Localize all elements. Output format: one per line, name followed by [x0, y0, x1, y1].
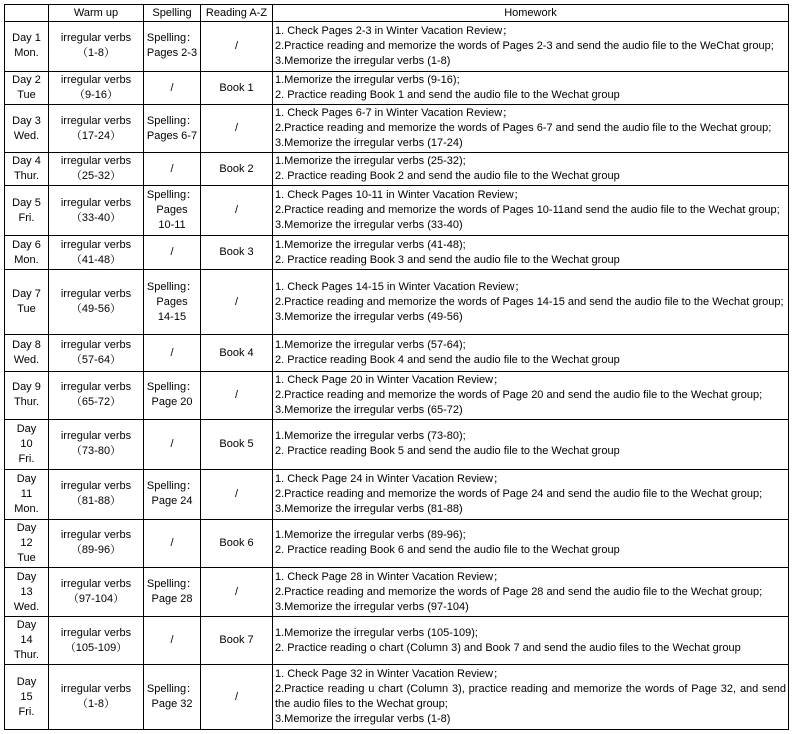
warm-up-cell-line: irregular verbs [60, 430, 132, 443]
day-cell-line: Day 8 [12, 339, 41, 352]
warm-up-cell [49, 519, 144, 567]
homework-item: 2.Practice reading and memorize the words of Page 24 and send the audio file to the Wechat group; [275, 487, 763, 500]
table-row [5, 519, 789, 567]
homework-item: 1. Check Pages 2-3 in Winter Vacation Review； [275, 24, 514, 37]
spelling-cell [144, 519, 201, 567]
spelling-cell-line: Page 20 [151, 396, 193, 409]
spelling-cell-line: / [170, 536, 174, 549]
reading-cell: / [201, 567, 273, 617]
reading-cell: Book 5 [201, 419, 273, 469]
warm-up-cell-line: （41-48） [70, 253, 122, 266]
homework-item: 3.Memorize the irregular verbs (1-8) [275, 713, 451, 726]
homework-cell [273, 371, 789, 419]
spelling-cell [144, 105, 201, 153]
spelling-cell-line: Page 32 [151, 698, 193, 711]
homework-item: 2. Practice reading Book 4 and send the audio file to the Wechat group [275, 354, 620, 367]
warm-up-cell-line: irregular verbs [60, 339, 132, 352]
spelling-cell [144, 153, 201, 186]
day-cell-line: Day 6 [12, 238, 41, 251]
day-cell-line: Thur. [13, 396, 40, 409]
warm-up-cell-line: （25-32） [70, 170, 122, 183]
warm-up-cell-line: （73-80） [70, 445, 122, 458]
header-row [5, 5, 789, 22]
reading-cell: Book 6 [201, 519, 273, 567]
spelling-cell [144, 617, 201, 665]
spelling-cell-line: Pages [156, 295, 188, 308]
reading-cell: / [201, 665, 273, 730]
day-cell-line: 15 [20, 690, 33, 703]
homework-item: 1.Memorize the irregular verbs (105-109); [275, 626, 478, 639]
day-cell [5, 153, 49, 186]
day-cell-line: Fri. [18, 211, 35, 224]
warm-up-cell [49, 105, 144, 153]
homework-item: 1. Check Pages 10-11 in Winter Vacation Review； [275, 189, 525, 202]
spelling-cell-line: / [170, 634, 174, 647]
reading-cell: / [201, 269, 273, 335]
homework-item: 2. Practice reading Book 3 and send the audio file to the Wechat group [275, 253, 620, 266]
homework-cell [273, 419, 789, 469]
reading-cell: / [201, 105, 273, 153]
homework-item: 2. Practice reading Book 2 and send the audio file to the Wechat group [275, 170, 620, 183]
warm-up-cell-line: irregular verbs [60, 480, 132, 493]
day-cell-line: Wed. [13, 600, 40, 613]
spelling-cell [144, 186, 201, 236]
table-row [5, 419, 789, 469]
spelling-cell [144, 236, 201, 269]
day-cell [5, 617, 49, 665]
day-cell-line: Mon. [14, 502, 39, 515]
homework-item: 1. Check Page 20 in Winter Vacation Review； [275, 373, 505, 386]
day-cell [5, 469, 49, 519]
homework-item: 1.Memorize the irregular verbs (89-96); [275, 529, 466, 542]
spelling-cell-line: Spelling： [146, 480, 198, 493]
homework-item: 3.Memorize the irregular verbs (33-40) [275, 219, 463, 232]
homework-cell [273, 567, 789, 617]
day-cell-line: Tue [17, 89, 36, 102]
warm-up-cell-line: irregular verbs [60, 32, 132, 45]
homework-item: 1.Memorize the irregular verbs (9-16); [275, 74, 460, 87]
homework-item: 2.Practice reading and memorize the words of Pages 14-15 and send the audio file to the Wechat group; [275, 295, 784, 308]
warm-up-cell-line: irregular verbs [60, 529, 132, 542]
warm-up-cell [49, 419, 144, 469]
day-cell-line: Fri. [18, 705, 35, 718]
table-row [5, 153, 789, 186]
day-cell-line: Day [16, 619, 37, 632]
homework-cell [273, 617, 789, 665]
homework-item: 2. Practice reading o chart (Column 3) and Book 7 and send the audio files to the Wechat group [275, 641, 741, 654]
homework-cell [273, 665, 789, 730]
reading-cell: Book 1 [201, 71, 273, 104]
day-cell [5, 335, 49, 371]
table-body [5, 22, 789, 730]
spelling-cell-line: Spelling： [146, 280, 198, 293]
day-cell-line: Day [16, 675, 37, 688]
header-spelling: Spelling [144, 5, 201, 22]
day-cell [5, 236, 49, 269]
homework-schedule-table [4, 4, 789, 730]
reading-cell: Book 4 [201, 335, 273, 371]
warm-up-cell [49, 236, 144, 269]
warm-up-cell [49, 153, 144, 186]
warm-up-cell-line: （1-8） [77, 47, 115, 60]
day-cell-line: Day 1 [12, 32, 41, 45]
spelling-cell-line: 14-15 [157, 310, 187, 323]
day-cell-line: Day [16, 472, 37, 485]
day-cell-line: Fri. [18, 452, 35, 465]
warm-up-cell-line: （57-64） [70, 354, 122, 367]
spelling-cell-line: / [170, 162, 174, 175]
table-row [5, 236, 789, 269]
homework-cell [273, 71, 789, 104]
warm-up-cell-line: （17-24） [70, 129, 122, 142]
warm-up-cell [49, 371, 144, 419]
day-cell [5, 519, 49, 567]
day-cell [5, 186, 49, 236]
homework-item: 1. Check Page 32 in Winter Vacation Review； [275, 668, 505, 681]
warm-up-cell [49, 665, 144, 730]
warm-up-cell [49, 469, 144, 519]
day-cell-line: 10 [20, 437, 33, 450]
spelling-cell-line: / [170, 81, 174, 94]
day-cell-line: Thur. [13, 170, 40, 183]
header-reading: Reading A-Z [201, 5, 273, 22]
homework-item: 1. Check Page 24 in Winter Vacation Review； [275, 472, 505, 485]
warm-up-cell-line: irregular verbs [60, 238, 132, 251]
spelling-cell-line: Spelling： [146, 381, 198, 394]
reading-cell: Book 7 [201, 617, 273, 665]
warm-up-cell [49, 22, 144, 72]
warm-up-cell-line: irregular verbs [60, 626, 132, 639]
header-warm-up: Warm up [49, 5, 144, 22]
warm-up-cell-line: irregular verbs [60, 74, 132, 87]
table-row [5, 469, 789, 519]
spelling-cell-line: / [170, 246, 174, 259]
spelling-cell [144, 469, 201, 519]
day-cell-line: Tue [17, 551, 36, 564]
spelling-cell-line: Pages 6-7 [146, 129, 198, 142]
day-cell-line: Mon. [14, 253, 39, 266]
day-cell [5, 269, 49, 335]
warm-up-cell-line: （33-40） [70, 211, 122, 224]
warm-up-cell [49, 617, 144, 665]
table-row [5, 567, 789, 617]
warm-up-cell-line: irregular verbs [60, 683, 132, 696]
day-cell-line: Day [16, 422, 37, 435]
homework-item: 3.Memorize the irregular verbs (97-104) [275, 600, 469, 613]
homework-item: 2.Practice reading and memorize the words of Pages 10-11and send the audio file to the Wechat group; [275, 204, 780, 217]
day-cell-line: Day [16, 570, 37, 583]
spelling-cell-line: Page 24 [151, 495, 193, 508]
spelling-cell-line: Spelling： [146, 32, 198, 45]
warm-up-cell-line: （49-56） [70, 303, 122, 316]
spelling-cell [144, 567, 201, 617]
homework-item: 2. Practice reading Book 6 and send the audio file to the Wechat group [275, 544, 620, 557]
day-cell-line: 14 [20, 634, 33, 647]
reading-cell: / [201, 371, 273, 419]
homework-item: 3.Memorize the irregular verbs (49-56) [275, 310, 463, 323]
warm-up-cell [49, 335, 144, 371]
table-row [5, 22, 789, 72]
spelling-cell [144, 371, 201, 419]
day-cell [5, 105, 49, 153]
warm-up-cell-line: （89-96） [70, 544, 122, 557]
day-cell-line: Day 5 [12, 196, 41, 209]
spelling-cell [144, 22, 201, 72]
homework-cell [273, 335, 789, 371]
homework-item: 1. Check Pages 6-7 in Winter Vacation Review； [275, 107, 514, 120]
warm-up-cell-line: （9-16） [73, 89, 119, 102]
spelling-cell [144, 71, 201, 104]
table-row [5, 371, 789, 419]
table-row [5, 617, 789, 665]
homework-item: 1.Memorize the irregular verbs (57-64); [275, 339, 466, 352]
homework-item: 3.Memorize the irregular verbs (81-88) [275, 502, 463, 515]
homework-item: 2. Practice reading Book 5 and send the audio file to the Wechat group [275, 445, 620, 458]
spelling-cell-line: / [170, 346, 174, 359]
day-cell-line: Wed. [13, 354, 40, 367]
warm-up-cell-line: （1-8） [77, 698, 115, 711]
reading-cell: / [201, 186, 273, 236]
spelling-cell [144, 269, 201, 335]
homework-item: 3.Memorize the irregular verbs (1-8) [275, 54, 451, 67]
table-row [5, 335, 789, 371]
spelling-cell [144, 419, 201, 469]
homework-item: 1.Memorize the irregular verbs (41-48); [275, 238, 466, 251]
spelling-cell-line: / [170, 437, 174, 450]
homework-cell [273, 469, 789, 519]
warm-up-cell-line: irregular verbs [60, 196, 132, 209]
homework-item: 1. Check Page 28 in Winter Vacation Review； [275, 570, 505, 583]
day-cell-line: Day [16, 521, 37, 534]
warm-up-cell [49, 71, 144, 104]
reading-cell: Book 3 [201, 236, 273, 269]
warm-up-cell-line: irregular verbs [60, 114, 132, 127]
homework-item: 1.Memorize the irregular verbs (25-32); [275, 155, 466, 168]
warm-up-cell-line: irregular verbs [60, 155, 132, 168]
spelling-cell-line: 10-11 [158, 219, 186, 232]
warm-up-cell-line: irregular verbs [60, 578, 132, 590]
day-cell-line: Day 3 [12, 114, 41, 127]
day-cell [5, 419, 49, 469]
warm-up-cell-line: （65-72） [70, 396, 122, 409]
warm-up-cell [49, 186, 144, 236]
warm-up-cell-line: （81-88） [70, 495, 122, 508]
homework-item: 2.Practice reading and memorize the words of Pages 6-7 and send the audio file to the Wechat group; [275, 122, 772, 135]
spelling-cell-line: Spelling： [146, 114, 198, 127]
day-cell [5, 71, 49, 104]
homework-item: 2.Practice reading and memorize the words of Page 20 and send the audio file to the Wechat group; [275, 388, 763, 401]
spelling-cell-line: Spelling： [146, 189, 198, 202]
day-cell [5, 371, 49, 419]
homework-cell [273, 186, 789, 236]
day-cell-line: Thur. [13, 649, 40, 662]
day-cell-line: Day 7 [12, 288, 41, 301]
warm-up-cell [49, 567, 144, 617]
reading-cell: Book 2 [201, 153, 273, 186]
header-homework: Homework [273, 5, 789, 22]
warm-up-cell-line: irregular verbs [60, 288, 132, 301]
table-row [5, 71, 789, 104]
spelling-cell-line: Pages 2-3 [146, 47, 198, 60]
day-cell-line: Day 2 [12, 74, 41, 87]
spelling-cell [144, 335, 201, 371]
day-cell-line: Day 4 [12, 155, 41, 168]
spelling-cell-line: Page 28 [151, 593, 193, 605]
homework-item: 1.Memorize the irregular verbs (73-80); [275, 430, 466, 443]
table-row [5, 269, 789, 335]
homework-cell [273, 269, 789, 335]
spelling-cell [144, 665, 201, 730]
warm-up-cell-line: irregular verbs [60, 381, 132, 394]
homework-item: 1. Check Pages 14-15 in Winter Vacation Review； [275, 280, 526, 293]
spelling-cell-line: Spelling： [146, 578, 198, 590]
homework-cell [273, 22, 789, 72]
homework-item: 2.Practice reading and memorize the words of Pages 2-3 and send the audio file to the WeChat group; [275, 39, 774, 52]
spelling-cell-line: Pages [156, 204, 188, 217]
warm-up-cell [49, 269, 144, 335]
warm-up-cell-line: （105-109） [64, 641, 128, 654]
table-row [5, 186, 789, 236]
homework-cell [273, 153, 789, 186]
homework-item: 2.Practice reading u chart (Column 3), practice reading and memorize the words of Page 32, and send the audio files to the Wechat group; [275, 683, 786, 711]
day-cell [5, 567, 49, 617]
day-cell-line: Wed. [13, 129, 40, 142]
homework-item: 3.Memorize the irregular verbs (65-72) [275, 403, 463, 416]
day-cell [5, 665, 49, 730]
header-day [5, 5, 49, 22]
table-row [5, 105, 789, 153]
homework-item: 3.Memorize the irregular verbs (17-24) [275, 137, 463, 150]
day-cell-line: 13 [20, 585, 33, 598]
homework-cell [273, 236, 789, 269]
table-row [5, 665, 789, 730]
reading-cell: / [201, 469, 273, 519]
day-cell-line: 12 [20, 536, 33, 549]
day-cell-line: Day 9 [12, 381, 41, 394]
spelling-cell-line: Spelling： [146, 683, 198, 696]
reading-cell: / [201, 22, 273, 72]
day-cell-line: Mon. [14, 47, 39, 60]
homework-cell [273, 519, 789, 567]
homework-item: 2. Practice reading Book 1 and send the audio file to the Wechat group [275, 89, 620, 102]
homework-item: 2.Practice reading and memorize the words of Page 28 and send the audio file to the Wechat group; [275, 585, 763, 598]
warm-up-cell-line: （97-104） [67, 593, 125, 605]
day-cell-line: Tue [17, 303, 36, 316]
day-cell-line: 11 [20, 487, 33, 500]
homework-cell [273, 105, 789, 153]
day-cell [5, 22, 49, 72]
